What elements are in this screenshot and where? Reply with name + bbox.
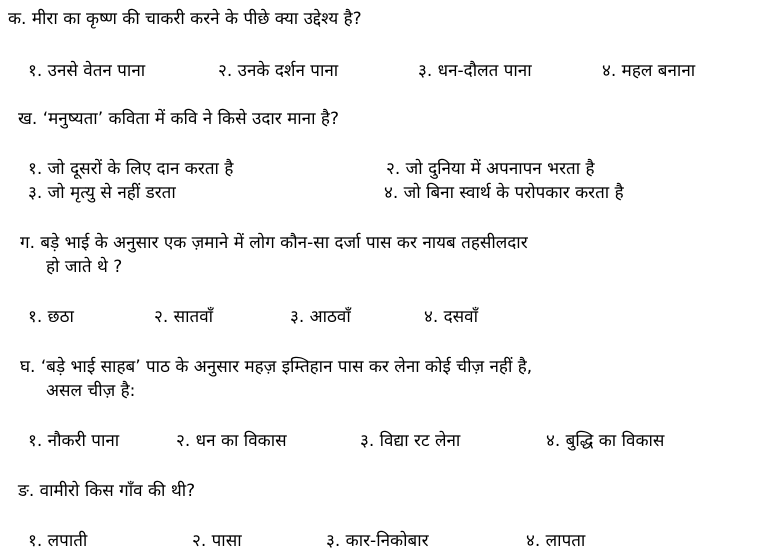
option-ga-3: ३. आठवाँ xyxy=(290,307,351,327)
option-kha-4: ४. जो बिना स्वार्थ के परोपकार करता है xyxy=(384,183,624,203)
option-ka-3: ३. धन-दौलत पाना xyxy=(418,61,532,81)
question-ga-continued: हो जाते थे ? xyxy=(46,257,123,277)
option-nga-4: ४. लापता xyxy=(526,531,586,551)
option-ka-4: ४. महल बनाना xyxy=(602,61,696,81)
option-gha-2: २. धन का विकास xyxy=(176,431,287,451)
option-gha-1: १. नौकरी पाना xyxy=(28,431,120,451)
question-nga: ङ. वामीरो किस गाँव की थी? xyxy=(18,481,196,501)
option-kha-3: ३. जो मृत्यु से नहीं डरता xyxy=(28,183,176,203)
option-nga-1: १. लपाती xyxy=(28,531,88,551)
option-kha-1: १. जो दूसरों के लिए दान करता है xyxy=(28,159,234,179)
question-ka: क. मीरा का कृष्ण की चाकरी करने के पीछे क्या उद्देश्य है? xyxy=(8,9,362,29)
option-ga-2: २. सातवाँ xyxy=(154,307,214,327)
question-gha: घ. ‘बड़े भाई साहब’ पाठ के अनुसार महज़ इम्तिहान पास कर लेना कोई चीज़ नहीं है, xyxy=(20,357,533,377)
question-kha: ख. ‘मनुष्यता’ कविता में कवि ने किसे उदार माना है? xyxy=(18,109,339,129)
option-gha-3: ३. विद्या रट लेना xyxy=(360,431,461,451)
option-gha-4: ४. बुद्धि का विकास xyxy=(546,431,665,451)
option-ka-2: २. उनके दर्शन पाना xyxy=(218,61,339,81)
option-kha-2: २. जो दुनिया में अपनापन भरता है xyxy=(386,159,595,179)
option-nga-3: ३. कार-निकोबार xyxy=(326,531,429,551)
question-gha-continued: असल चीज़ है: xyxy=(46,381,136,401)
option-ga-4: ४. दसवाँ xyxy=(424,307,479,327)
option-nga-2: २. पासा xyxy=(192,531,242,551)
question-ga: ग. बड़े भाई के अनुसार एक ज़माने में लोग कौन-सा दर्जा पास कर नायब तहसीलदार xyxy=(20,233,528,253)
option-ka-1: १. उनसे वेतन पाना xyxy=(28,61,146,81)
option-ga-1: १. छठा xyxy=(28,307,74,327)
